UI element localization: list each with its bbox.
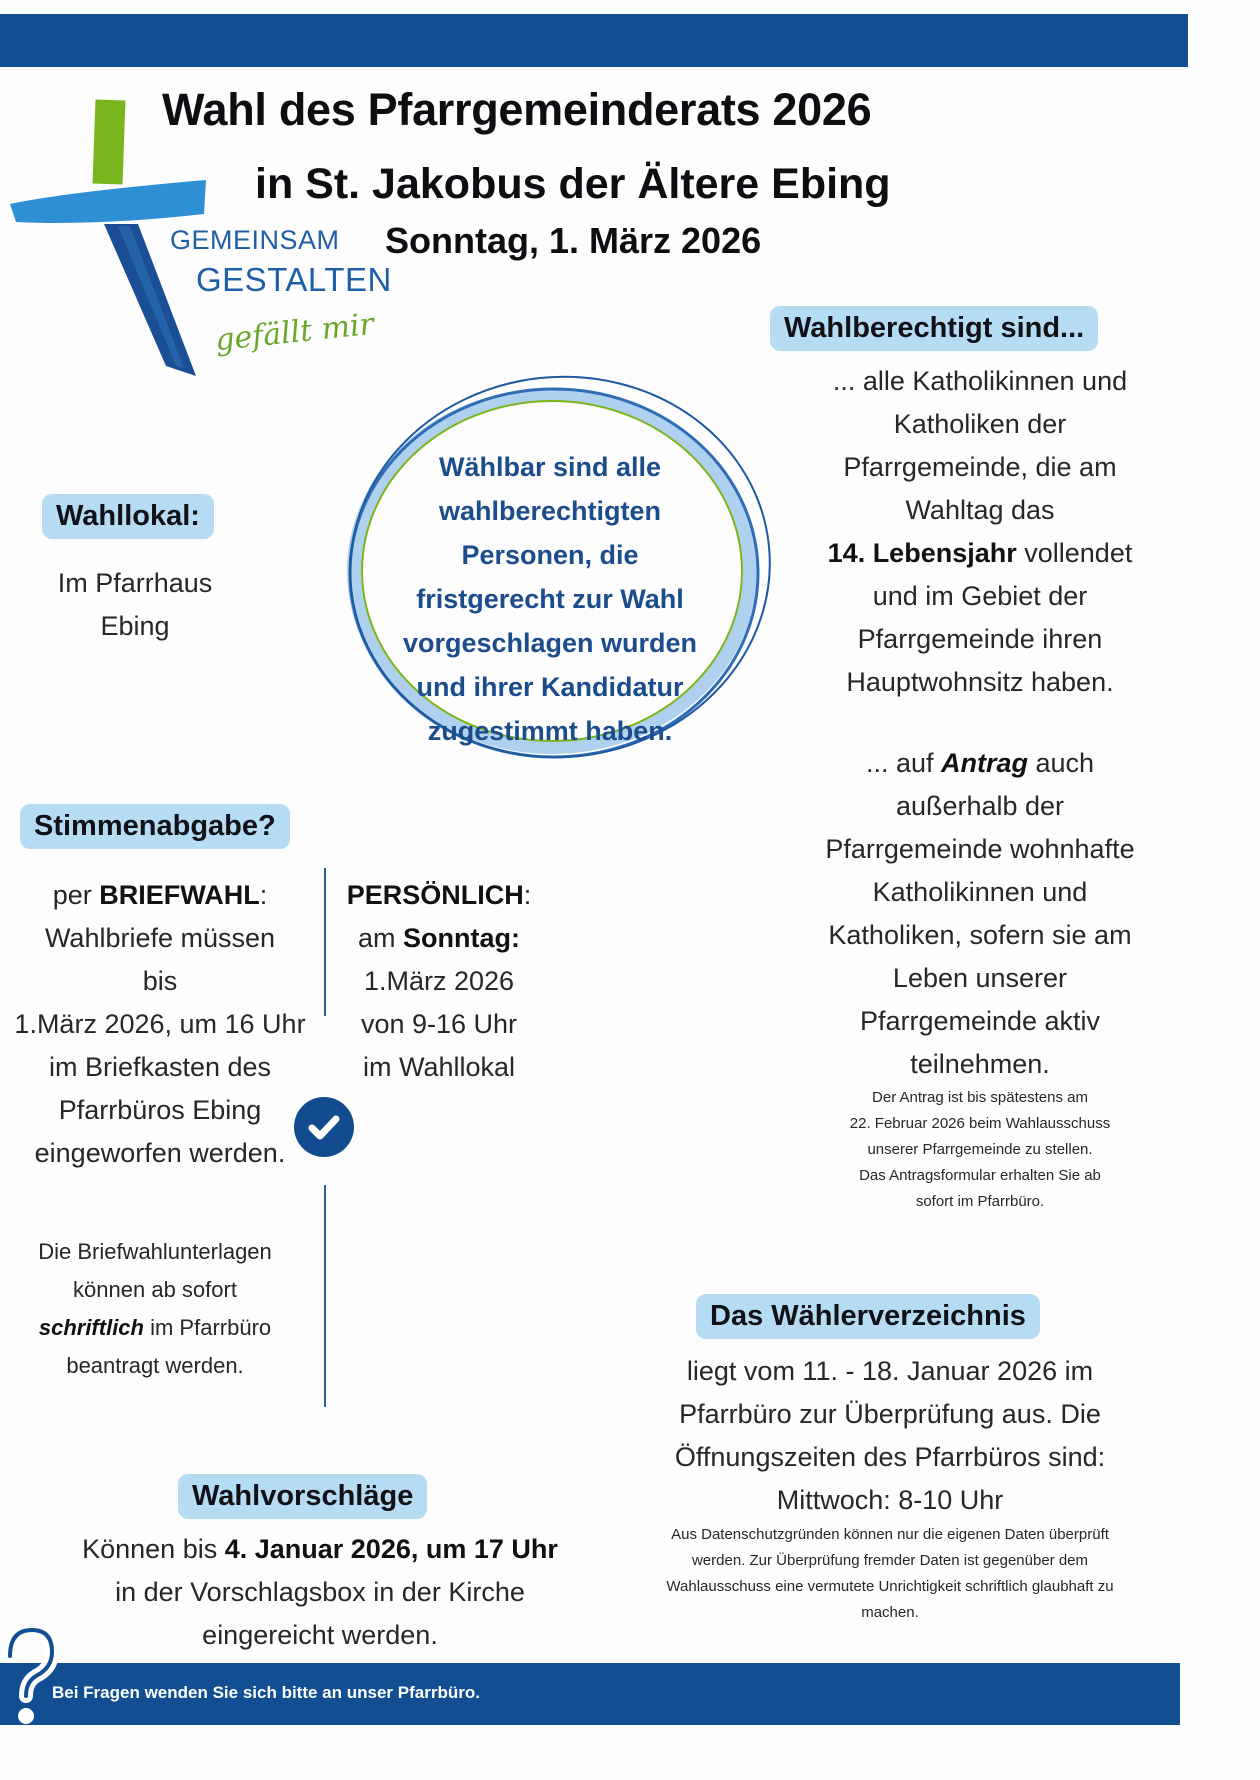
text-line (790, 532, 1170, 575)
text-line: unserer Pfarrgemeinde zu stellen. (867, 1141, 1093, 1158)
text-line: liegt vom 11. - 18. Januar 2026 im (686, 1356, 1094, 1386)
antrag-emphasis: Antrag (940, 748, 1028, 778)
text-line: Katholiken der (893, 409, 1067, 439)
sonntag-label: Sonntag: (403, 923, 520, 953)
antrag-note (800, 1085, 1160, 1215)
election-date: Sonntag, 1. März 2026 (385, 220, 762, 261)
text-line: teilnehmen. (910, 1049, 1050, 1079)
text-line (334, 874, 544, 917)
text-line: fristgerecht zur Wahl (416, 584, 684, 614)
text-line: Ebing (100, 611, 170, 641)
text-line: Hauptwohnsitz haben. (846, 667, 1114, 697)
eligibility-circle (340, 345, 820, 825)
divider-line (324, 1185, 326, 1407)
text-line: 1.März 2026 (363, 966, 515, 996)
text-line: Im Pfarrhaus (57, 568, 213, 598)
text-line: außerhalb der (895, 791, 1065, 821)
waehlerverzeichnis-text (610, 1350, 1170, 1522)
text-line: 1.März 2026, um 16 Uhr (14, 1009, 306, 1039)
briefwahl-section (0, 874, 320, 1175)
text-line: und ihrer Kandidatur (416, 672, 684, 702)
text-span: ... auf (865, 748, 941, 778)
text-line: Pfarrgemeinde, die am (843, 452, 1117, 482)
text-line: Öffnungszeiten des Pfarrbüros sind: (674, 1442, 1106, 1472)
text-span: : (523, 880, 532, 910)
text-line (50, 1528, 590, 1571)
footer-banner (0, 1663, 1180, 1725)
persoenlich-section (334, 874, 544, 1089)
text-span: auch (1027, 748, 1095, 778)
divider-line (324, 868, 326, 1016)
text-line: Wahltag das (905, 495, 1055, 525)
text-line: Wählbar sind alle (438, 452, 662, 482)
text-line: zugestimmt haben. (427, 716, 673, 746)
age-requirement: 14. Lebensjahr (827, 538, 1017, 568)
text-line: bis (142, 966, 178, 996)
text-line (790, 742, 1170, 785)
text-line: eingeworfen werden. (34, 1138, 286, 1168)
text-line: sofort im Pfarrbüro. (915, 1193, 1045, 1210)
text-line: und im Gebiet der (872, 581, 1088, 611)
text-line: beantragt werden. (66, 1353, 244, 1378)
text-line: Katholiken, sofern sie am (828, 920, 1132, 950)
datenschutz-note (605, 1522, 1175, 1626)
wahlvorschlaege-text (50, 1528, 590, 1657)
logo-text-gestalten: GESTALTEN (196, 261, 392, 298)
text-span: Können bis (82, 1534, 225, 1564)
text-line: Wahlbriefe müssen (44, 923, 276, 953)
wahlberechtigt-part2 (790, 742, 1170, 1086)
text-line: von 9-16 Uhr (360, 1009, 518, 1039)
text-line: vorgeschlagen wurden (402, 628, 698, 658)
text-line (0, 1309, 310, 1347)
heading-wahlberechtigt: Wahlberechtigt sind... (770, 306, 1098, 351)
text-line: Pfarrbüros Ebing (58, 1095, 262, 1125)
persoenlich-label: PERSÖNLICH (346, 880, 524, 910)
logo-text-gemeinsam: GEMEINSAM (170, 225, 340, 255)
text-line: Das Antragsformular erhalten Sie ab (859, 1167, 1101, 1184)
text-line: machen. (861, 1604, 919, 1621)
heading-stimmenabgabe: Stimmenabgabe? (20, 804, 290, 849)
text-line: Pfarrgemeinde aktiv (859, 1006, 1101, 1036)
text-line: im Briefkasten des (48, 1052, 272, 1082)
checkmark-icon (294, 1097, 354, 1157)
schriftlich-emphasis: schriftlich (38, 1315, 144, 1340)
text-span: vollendet (1016, 538, 1133, 568)
text-line: Wahlausschuss eine vermutete Unrichtigkeit schriftlich glaubhaft zu (666, 1578, 1114, 1595)
heading-wahllokal: Wahllokal: (42, 494, 214, 539)
text-line: Pfarrgemeinde wohnhafte (825, 834, 1135, 864)
office-hours: Mittwoch: 8-10 Uhr (776, 1485, 1004, 1515)
footer-text: Bei Fragen wenden Sie sich bitte an unser Pfarrbüro. (52, 1683, 480, 1702)
logo-tagline: gefällt mir (213, 306, 376, 359)
circle-text (310, 445, 790, 753)
text-span: im Pfarrbüro (143, 1315, 272, 1340)
text-line: ... alle Katholikinnen und (832, 366, 1128, 396)
text-line: Personen, die (461, 540, 639, 570)
text-line: im Wahllokal (362, 1052, 516, 1082)
text-line: Leben unserer (892, 963, 1068, 993)
deadline: 4. Januar 2026, um 17 Uhr (224, 1534, 558, 1564)
briefwahl-label: BRIEFWAHL (99, 880, 260, 910)
text-line: Der Antrag ist bis spätestens am (872, 1089, 1088, 1106)
text-line (334, 917, 544, 960)
text-span: : (259, 880, 268, 910)
question-mark-icon (2, 1622, 58, 1732)
text-span: am (358, 923, 404, 953)
top-banner (0, 14, 1188, 67)
text-line: in der Vorschlagsbox in der Kirche (115, 1577, 525, 1607)
text-line: Katholikinnen und (872, 877, 1088, 907)
text-span: per (52, 880, 100, 910)
text-line: Aus Datenschutzgründen können nur die eigenen Daten überprüft (671, 1526, 1109, 1543)
text-line: 22. Februar 2026 beim Wahlausschuss (849, 1115, 1111, 1132)
text-line: Pfarrbüro zur Überprüfung aus. Die (679, 1399, 1101, 1429)
heading-waehlerverzeichnis: Das Wählerverzeichnis (696, 1294, 1040, 1339)
text-line: werden. Zur Überprüfung fremder Daten ist gegenüber dem (691, 1552, 1089, 1569)
page-subtitle: in St. Jakobus der Ältere Ebing (255, 160, 891, 208)
wahlberechtigt-part1 (790, 360, 1170, 704)
text-line: Die Briefwahlunterlagen (38, 1239, 272, 1264)
text-line (0, 874, 320, 917)
text-line: wahlberechtigten (438, 496, 662, 526)
text-line: Pfarrgemeinde ihren (857, 624, 1103, 654)
heading-wahlvorschlaege: Wahlvorschläge (178, 1474, 427, 1519)
text-line: können ab sofort (73, 1277, 237, 1302)
page-title: Wahl des Pfarrgemeinderats 2026 (162, 84, 872, 135)
briefwahlunterlagen-note (0, 1233, 310, 1385)
wahllokal-location (20, 562, 250, 648)
text-line: eingereicht werden. (202, 1620, 438, 1650)
